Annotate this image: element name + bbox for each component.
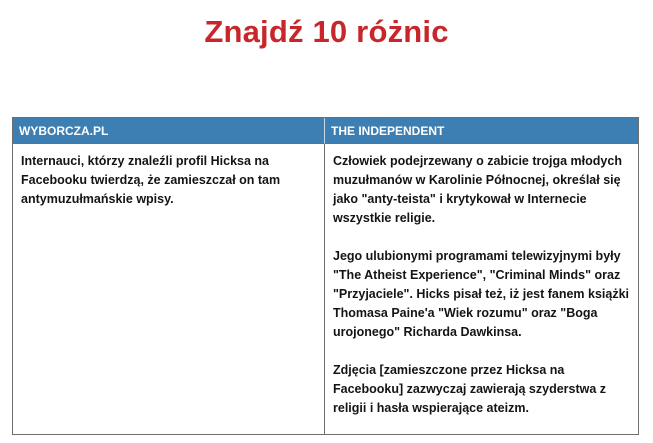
independent-paragraph: Jego ulubionymi programami telewizyjnymi były "The Atheist Experience", "Criminal Minds" oraz "Przyjaciele". Hicks pisał też, iż jest fanem książki Thomasa Paine'a "Wiek rozumu" oraz "Boga urojonego" Richarda Dawkinsa. — [333, 249, 630, 339]
page-title: Znajdź 10 różnic — [204, 14, 449, 49]
wyborcza-paragraph: Internauci, którzy znaleźli profil Hicksa na Facebooku twierdzą, że zamieszczał on tam antymuzułmańskie wpisy. — [21, 154, 281, 206]
independent-cell — [325, 144, 638, 434]
column-header-wyborcza: WYBORCZA.PL — [13, 118, 325, 144]
independent-paragraph: Zdjęcia [zamieszczone przez Hicksa na Facebooku] zazwyczaj zawierają szyderstwa z religii i hasła wspierające ateizm. — [333, 363, 607, 415]
column-header-independent: THE INDEPENDENT — [325, 118, 638, 144]
wyborcza-cell — [13, 144, 325, 434]
independent-paragraph: Człowiek podejrzewany o zabicie trojga młodych muzułmanów w Karolinie Północnej, określał się jako "anty-teista" i krytykował w Internecie wszystkie religie. — [333, 154, 622, 225]
comparison-table — [12, 117, 639, 435]
